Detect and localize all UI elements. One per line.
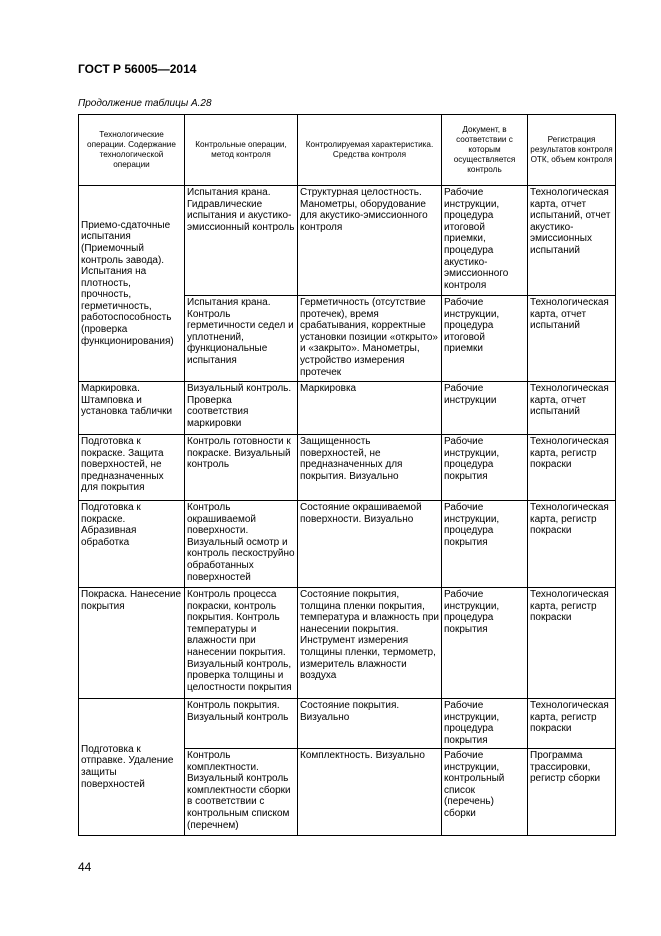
table-row [79, 382, 616, 435]
table-cell: Рабочие инструкции, процедура итоговой приемки [442, 296, 528, 382]
page-number: 44 [78, 860, 92, 874]
column-header: Контрольные операции, метод контроля [185, 115, 298, 186]
table-cell: Технологическая карта, регистр покраски [528, 699, 616, 749]
operation-cell: Подготовка к покраске. Абразивная обработка [79, 501, 185, 588]
operation-cell: Покраска. Нанесение покрытия [79, 588, 185, 699]
table-row [79, 501, 616, 588]
table-cell: Рабочие инструкции, процедура покрытия [442, 699, 528, 749]
table-cell: Испытания крана. Гидравлические испытания и акустико-эмиссионный контроль [185, 186, 298, 296]
table-cell: Маркировка [298, 382, 442, 435]
table-cell: Контроль покрытия. Визуальный контроль [185, 699, 298, 749]
table-cell: Рабочие инструкции, процедура покрытия [442, 501, 528, 588]
table-row [79, 435, 616, 501]
table-row [79, 588, 616, 699]
column-header: Технологические операции. Содержание технологической операции [79, 115, 185, 186]
table-cell: Герметичность (отсутствие протечек), время срабатывания, корректные установки позиции «открыто» и «закрыто». Манометры, устройство измерения протечек [298, 296, 442, 382]
table-cell: Рабочие инструкции [442, 382, 528, 435]
table-cell: Испытания крана. Контроль герметичности седел и уплотнений, функциональные испытания [185, 296, 298, 382]
table-cell: Технологическая карта, регистр покраски [528, 588, 616, 699]
column-header: Документ, в соответствии с которым осуществляется контроль [442, 115, 528, 186]
column-header: Контролируемая характеристика. Средства контроля [298, 115, 442, 186]
table-cell: Структурная целостность. Манометры, оборудование для акустико-эмиссионного контроля [298, 186, 442, 296]
table-cell: Комплектность. Визуально [298, 749, 442, 836]
table-cell: Рабочие инструкции, контрольный список (перечень) сборки [442, 749, 528, 836]
table-row [79, 699, 616, 749]
table-row [79, 186, 616, 296]
table-cell: Рабочие инструкции, процедура покрытия [442, 435, 528, 501]
table-cell: Рабочие инструкции, процедура итоговой приемки, процедура акустико-эмиссионного контроля [442, 186, 528, 296]
table-cell: Визуальный контроль. Проверка соответствия маркировки [185, 382, 298, 435]
operation-cell: Приемо-сдаточные испытания (Приемочный контроль завода). Испытания на плотность, прочность, герметичность, работоспособность (проверка функционирования) [79, 186, 185, 382]
table-cell: Рабочие инструкции, процедура покрытия [442, 588, 528, 699]
table-cell: Контроль готовности к покраске. Визуальный контроль [185, 435, 298, 501]
column-header: Регистрация результатов контроля ОТК, объем контроля [528, 115, 616, 186]
table-caption: Продолжение таблицы А.28 [78, 98, 212, 109]
table-cell: Контроль комплектности. Визуальный контроль комплектности сборки в соответствии с контрольным списком (перечнем) [185, 749, 298, 836]
table-cell: Контроль окрашиваемой поверхности. Визуальный осмотр и контроль пескоструйно обработанных поверхностей [185, 501, 298, 588]
table-cell: Контроль процесса покраски, контроль покрытия. Контроль температуры и влажности при нанесении покрытия. Визуальный контроль, проверка толщины и целостности покрытия [185, 588, 298, 699]
operation-cell: Подготовка к покраске. Защита поверхностей, не предназначенных для покрытия [79, 435, 185, 501]
table-cell: Защищенность поверхностей, не предназначенных для покрытия. Визуально [298, 435, 442, 501]
table-cell: Программа трассировки, регистр сборки [528, 749, 616, 836]
standard-number: ГОСТ Р 56005—2014 [78, 62, 197, 76]
table-cell: Технологическая карта, отчет испытаний, отчет акустико-эмиссионных испытаний [528, 186, 616, 296]
table-cell: Технологическая карта, отчет испытаний [528, 382, 616, 435]
control-table [78, 114, 616, 836]
table-cell: Технологическая карта, отчет испытаний [528, 296, 616, 382]
table-cell: Технологическая карта, регистр покраски [528, 501, 616, 588]
table-cell: Состояние окрашиваемой поверхности. Визуально [298, 501, 442, 588]
table-header-row [79, 115, 616, 186]
operation-cell: Маркировка. Штамповка и установка таблички [79, 382, 185, 435]
table-cell: Состояние покрытия. Визуально [298, 699, 442, 749]
table-cell: Технологическая карта, регистр покраски [528, 435, 616, 501]
table-cell: Состояние покрытия, толщина пленки покрытия, температура и влажность при нанесении покрытия. Инструмент измерения толщины пленки, термометр, измеритель влажности воздуха [298, 588, 442, 699]
operation-cell: Подготовка к отправке. Удаление защиты поверхностей [79, 699, 185, 836]
